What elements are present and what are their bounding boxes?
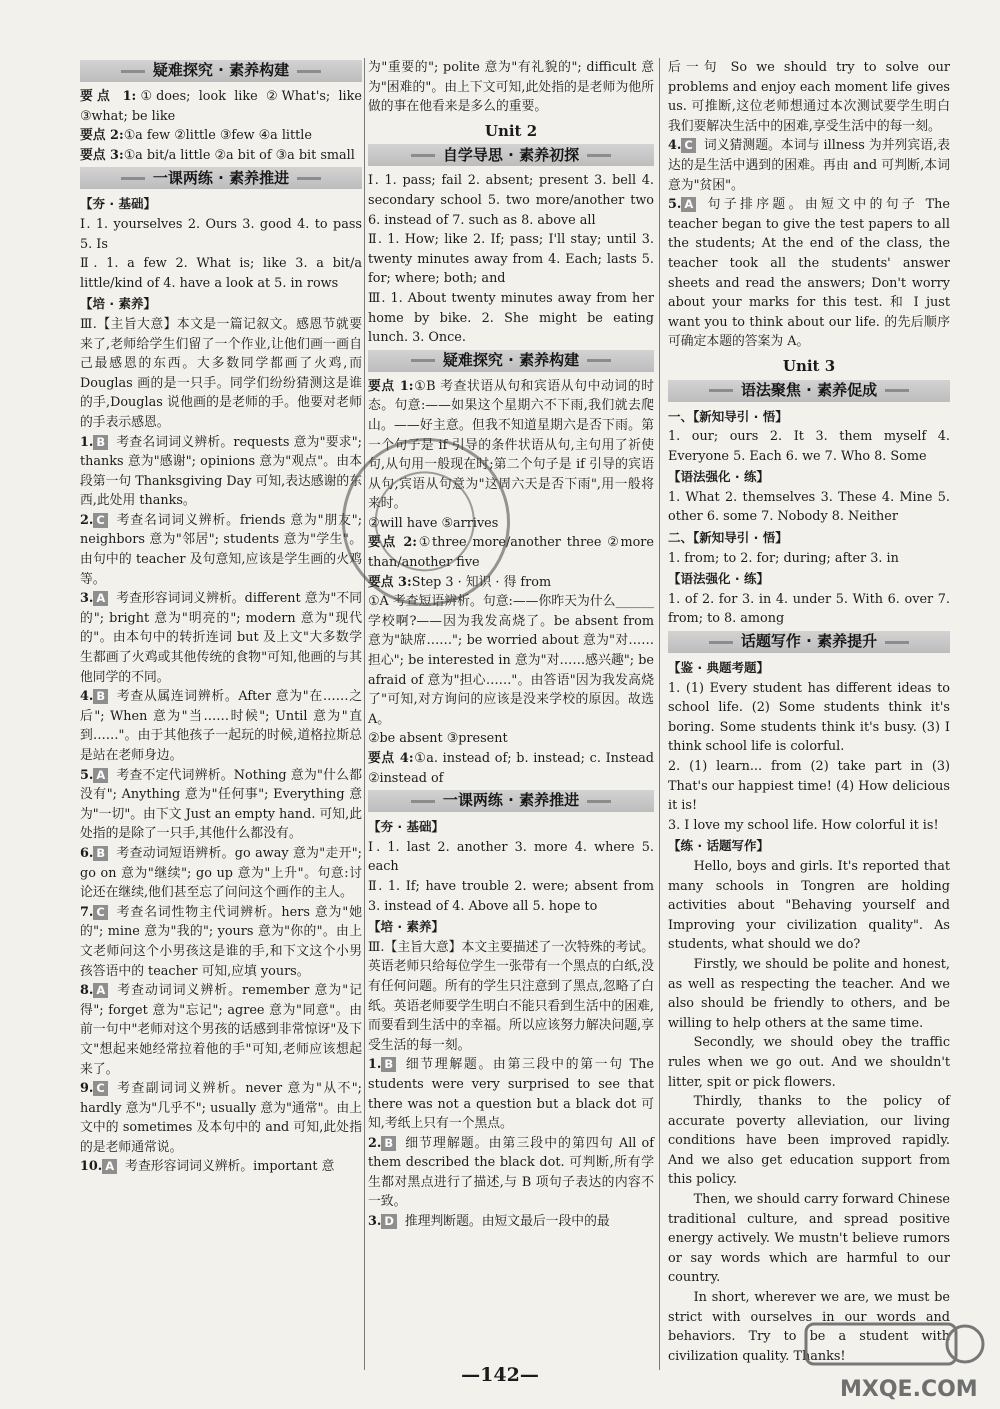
banner-cap — [411, 359, 435, 362]
essay-paragraph — [668, 1190, 950, 1288]
answer-line — [80, 126, 362, 146]
explanation-text: 考查形容词词义辨析。important 意 — [125, 1159, 335, 1175]
answer-item — [668, 195, 950, 352]
answer-badge: C — [93, 513, 107, 528]
subsection-heading: 【语法强化 · 练】 — [668, 469, 769, 485]
section-banner — [80, 167, 362, 189]
answer-line — [368, 592, 654, 729]
subsection-heading: 【练 · 话题写作】 — [668, 838, 769, 854]
watermark-logo — [800, 1318, 990, 1402]
line-text: ①does; look like ②What's; like ③what; be like — [80, 89, 362, 124]
answer-item — [80, 903, 362, 981]
subsection-heading: 【夯 · 基础】 — [368, 819, 444, 835]
point-label: 要点 1: — [368, 378, 414, 394]
answer-badge: B — [93, 689, 108, 704]
banner-cap — [297, 177, 321, 180]
answer-item — [80, 433, 362, 511]
column-middle — [368, 58, 654, 1232]
line-text: 1. of 2. for 3. in 4. under 5. With 6. over 7. from; to 8. among — [668, 591, 950, 627]
point-label: 要点 2: — [368, 535, 417, 551]
explanation-text: 考查副词词义辨析。never 意为"从不"; hardly 意为"几乎不"; usually 意为"通常"。由上文中的 sometimes 及本句中的 and 可知,此处指的是老师通常说。 — [80, 1081, 362, 1155]
banner-cap — [587, 154, 611, 157]
section-banner — [368, 350, 654, 372]
answer-line — [368, 171, 654, 230]
watermark-text: MXQE.COM — [840, 1377, 978, 1402]
answer-badge: B — [93, 846, 108, 861]
column-divider — [659, 58, 660, 1370]
answer-item — [80, 511, 362, 589]
answer-item — [80, 981, 362, 1079]
answer-item — [80, 1157, 362, 1177]
banner-cap — [121, 177, 145, 180]
line-text: ②be absent ③present — [368, 731, 508, 747]
subsection-heading: 【培 · 素养】 — [368, 919, 444, 935]
answer-badge: D — [381, 1214, 397, 1229]
explanation-text: 考查不定代词辨析。Nothing 意为"什么都没有"; Anything 意为"任何事"; Everything 意为"一切"。由下文 Just an empty hand. 可知,此处指的是除了一只手,其他什么都没有。 — [80, 767, 362, 842]
item-number: 9. — [80, 1081, 94, 1097]
banner-cap — [587, 359, 611, 362]
subsection-heading: 一、【新知导引 · 悟】 — [668, 408, 788, 424]
essay-paragraph — [668, 1033, 950, 1092]
banner-title: 一课两练 · 素养推进 — [152, 168, 290, 187]
essay-paragraph — [668, 955, 950, 1033]
banner-title: 话题写作 · 素养提升 — [740, 632, 878, 651]
explanation-text: 考查名词性物主代词辨析。hers 意为"她的"; mine 意为"我的"; yours 意为"你的"。由上文老师问这个小男孩这是谁的手,和下文这个小男孩答语中的 teacher 可知,应填 yours。 — [80, 904, 362, 979]
essay-paragraph — [668, 857, 950, 955]
answer-badge: A — [93, 983, 108, 998]
answer-line — [368, 230, 654, 289]
item-number: 5. — [668, 197, 682, 213]
answer-line — [668, 488, 950, 527]
section-banner — [668, 380, 950, 402]
line-text: 为"重要的"; polite 意为"有礼貌的"; difficult 意为"困难的"。由上下文可知,此处指的是老师为他所做的事在他看来是多么的重要。 — [368, 60, 654, 115]
column-divider — [364, 58, 365, 1370]
point-label: 要点 1: — [80, 89, 137, 104]
subsection-heading: 【语法强化 · 练】 — [668, 571, 769, 587]
line-text: Ⅱ. 1. If; have trouble 2. were; absent from 3. instead of 4. Above all 5. hope to — [368, 878, 654, 914]
banner-cap — [885, 641, 909, 644]
item-number: 4. — [80, 689, 94, 705]
item-number: 10. — [80, 1159, 103, 1175]
line-text: Thirdly, thanks to the policy of accurate poverty alleviation, our living conditions have been improved rapidly. And we also get education support from this policy. — [668, 1094, 950, 1188]
line-text: Hello, boys and girls. It's reported that many schools in Tongren are holding activities about "Behaving yourself and Improving your civilization quality". As students, what should we do? — [668, 858, 950, 953]
explanation-text: 词义猜测题。本词与 illness 为并列宾语,表达的是生活中遇到的困难。再由 and 可判断,本词意为"贫困"。 — [668, 138, 950, 193]
item-number: 1. — [368, 1057, 382, 1073]
banner-cap — [587, 800, 611, 803]
line-text: Secondly, we should obey the traffic rules when we go out. And we shouldn't litter, spit or pick flowers. — [668, 1035, 950, 1090]
line-text: ①three more/another three ②more than/another five — [368, 535, 654, 571]
point-label: 要点 3: — [368, 574, 412, 590]
banner-cap — [709, 389, 733, 392]
banner-title: 疑难探究 · 素养构建 — [152, 61, 290, 80]
answer-line — [368, 729, 654, 749]
item-number: 1. — [80, 434, 94, 450]
line-text: Step 3 · 知识 · 得 from — [411, 574, 552, 590]
answer-item — [368, 1134, 654, 1212]
answer-badge: C — [681, 138, 695, 153]
subsection-heading: 【夯 · 基础】 — [80, 196, 156, 212]
line-text: 1. from; to 2. for; during; after 3. in — [668, 550, 899, 566]
banner-cap — [297, 70, 321, 73]
answer-item — [80, 589, 362, 687]
answer-line — [668, 549, 950, 569]
unit-heading: Unit 2 — [484, 121, 538, 140]
banner-cap — [709, 641, 733, 644]
banner-title: 自学导思 · 素养初探 — [442, 145, 580, 164]
explanation-text: 细节理解题。由第三段中的第一句 The students were very surprised to see that there was not a question but a black dot 可知,考纸上只有一个黑点。 — [368, 1057, 654, 1132]
point-label: 要点 4: — [368, 751, 414, 766]
point-label: 要点 3: — [80, 147, 124, 163]
banner-cap — [885, 389, 909, 392]
line-text: 1. our; ours 2. It 3. them myself 4. Everyone 5. Each 6. we 7. Who 8. Some — [668, 429, 950, 464]
answer-line — [368, 938, 654, 1056]
explanation-text: 考查形容词词义辨析。different 意为"不同的"; bright 意为"明亮的"; modern 意为"现代的"。由本句中的转折连词 but 及上文"大多数学生都画了火鸡或其他传统的食物"可知,他画的与其他同学的不同。 — [80, 591, 362, 685]
answer-line — [368, 289, 654, 348]
line-text: In short, wherever we are, we must be strict with ourselves in our words and behaviors. Try to be a student with civilization quality. Thanks! — [668, 1290, 950, 1364]
subsection-heading: 二、【新知导引 · 悟】 — [668, 530, 788, 546]
banner-title: 疑难探究 · 素养构建 — [442, 350, 580, 369]
answer-line — [368, 838, 654, 877]
essay-paragraph — [668, 1092, 950, 1190]
line-text: 2. (1) learn... from (2) take part in (3) That's our happiest time! (4) How delicious it is! — [668, 759, 950, 814]
answer-line — [80, 254, 362, 293]
answer-item — [368, 1212, 654, 1232]
answer-item — [80, 1079, 362, 1157]
answer-line — [668, 58, 950, 136]
banner-title: 语法聚焦 · 素养促成 — [740, 380, 878, 399]
point-label: 要点 2: — [80, 128, 124, 144]
line-text: ②will have ⑤arrives — [368, 515, 499, 531]
item-number: 6. — [80, 845, 94, 861]
explanation-text: 细节理解题。由第三段中的第四句 All of them described the black dot. 可判断,所有学生都对黑点进行了描述,与 B 项句子表达的内容不一致。 — [368, 1135, 654, 1210]
section-banner — [368, 790, 654, 812]
column-right — [668, 58, 950, 1366]
answer-badge: C — [93, 1081, 107, 1096]
answer-line — [668, 679, 950, 757]
banner-cap — [121, 70, 145, 73]
subsection-heading: 【鉴 · 典题考题】 — [668, 660, 769, 676]
answer-line — [368, 58, 654, 117]
banner-cap — [411, 154, 435, 157]
answer-line — [80, 215, 362, 254]
answer-badge: A — [93, 768, 108, 783]
line-text: 后一句 So we should try to solve our problems and enjoy each moment life gives us. 可推断,这位老师想通过本次测试要学生明白我们要解决生活中的困难,享受生活中的每一刻。 — [668, 60, 950, 134]
answer-line — [668, 816, 950, 836]
line-text: Ⅰ. 1. pass; fail 2. absent; present 3. bell 4. secondary school 5. two more/another two 6. instead of 7. such as 8. above all — [368, 173, 654, 228]
item-number: 3. — [80, 591, 94, 607]
explanation-text: 考查动词词义辨析。remember 意为"记得"; forget 意为"忘记"; agree 意为"同意"。由前一句中"老师对这个男孩的话感到非常惊讶"及下文"想起来她经常拉着他的手"可知,老师应该想起来了。 — [80, 983, 362, 1077]
explanation-text: 考查动词短语辨析。go away 意为"走开"; go on 意为"继续"; go up 意为"上升"。句意:讨论还在继续,他们甚至忘了问问这个画作的主人。 — [80, 845, 362, 901]
answer-line — [668, 427, 950, 466]
answer-badge: A — [93, 591, 108, 606]
section-banner — [80, 60, 362, 82]
answer-badge: B — [381, 1136, 396, 1151]
answer-line — [80, 87, 362, 126]
line-text: ①B 考查状语从句和宾语从句中动词的时态。句意:——如果这个星期六不下雨,我们就去爬山。——好主意。但我不知道星期六是否下雨。第一个句子是 if 引导的条件状语从句,主句用了祈使句,从句用一般现在时;第二个句子是 if 引导的宾语从句,宾语从句意为"这周六天是否下雨",用一般将来时。 — [368, 378, 654, 512]
explanation-text: 推理判断题。由短文最后一段中的最 — [404, 1214, 610, 1230]
answer-line — [668, 757, 950, 816]
answer-badge: C — [93, 905, 107, 920]
line-text: 1. (1) Every student has different ideas to school life. (2) Some students think it's boring. Some students think it's busy. (3) I think school life is colorful. — [668, 680, 950, 755]
line-text: Ⅲ.【主旨大意】本文主要描述了一次特殊的考试。英语老师只给每位学生一张带有一个黑点的白纸,没有任何问题。所有的学生只注意到了黑点,忽略了白纸。英语老师要学生明白不能只看到生活中的困难,而要看到生活中的幸福。所以应该努力解决问题,享受生活的每一刻。 — [368, 939, 654, 1053]
answer-line — [80, 315, 362, 433]
answer-badge: A — [102, 1159, 117, 1174]
line-text: ①a few ②little ③few ④a little — [123, 128, 312, 144]
section-banner — [368, 144, 654, 166]
item-number: 4. — [668, 138, 682, 154]
line-text: ①A 考查短语辨析。句意:——你昨天为什么______学校啊?——因为我发高烧了。be absent from 意为"缺席……"; be worried about 意为"对……担心"; be interested in 意为"对……感兴趣"; be afraid of 意为"担心……"。由答语"因为我发高烧了"可知,对方询问的应该是没来学校的原因。故选 A。 — [368, 594, 654, 727]
subsection-heading: 【培 · 素养】 — [80, 296, 156, 312]
answer-badge: B — [93, 435, 108, 450]
answer-item — [668, 136, 950, 195]
answer-item — [80, 766, 362, 844]
line-text: Ⅰ. 1. yourselves 2. Ours 3. good 4. to pass 5. Is — [80, 216, 362, 252]
banner-cap — [411, 800, 435, 803]
answer-item — [80, 687, 362, 765]
explanation-text: 句子排序题。由短文中的句子 The teacher began to give the test papers to all the students; At the end of the class, the teacher took all the students' answer sheets and read the answers; Don't worry about your marks for this test. 和 I just want you to think about our life. 的先后顺序可确定本题的答案为 A。 — [668, 197, 950, 350]
explanation-text: 考查名词词义辨析。friends 意为"朋友"; neighbors 意为"邻居"; students 意为"学生"。由句中的 teacher 及句意知,应该是学生画的火鸡等。 — [80, 512, 362, 587]
line-text: Ⅲ.【主旨大意】本文是一篇记叙文。感恩节就要来了,老师给学生们留了一个作业,让他们画一画自己最感恩的东西。大多数同学都画了火鸡,而 Douglas 画的是一只手。同学们纷纷猜测这是谁的手,Douglas 说他画的是老师的手。他要对老师的手表示感恩。 — [80, 316, 362, 430]
item-number: 7. — [80, 904, 94, 920]
explanation-text: 考查从属连词辨析。After 意为"在……之后"; When 意为"当……时候"; Until 意为"直到……"。由于其他孩子一起玩的时候,道格拉斯总是站在老师身边。 — [80, 689, 362, 763]
explanation-text: 考查名词词义辨析。requests 意为"要求"; thanks 意为"感谢"; opinions 意为"观点"。由本段第一句 Thanksgiving Day 可知,表达感谢的东西,此处用 thanks。 — [80, 434, 362, 509]
section-banner — [668, 631, 950, 653]
item-number: 3. — [368, 1214, 382, 1230]
line-text: ①a. instead of; b. instead; c. Instead ②instead of — [368, 751, 654, 786]
line-text: Ⅱ. 1. a few 2. What is; like 3. a bit/a little/kind of 4. have a look at 5. in rows — [80, 256, 362, 291]
page-number: —142— — [461, 1364, 539, 1386]
answer-line — [668, 590, 950, 629]
line-text: Then, we should carry forward Chinese traditional culture, and spread positive energy actively. We mustn't believe rumors or say words which are harmful to our country. — [668, 1192, 950, 1286]
line-text: Ⅲ. 1. About twenty minutes away from her home by bike. 2. She might be eating lunch. 3. Once. — [368, 290, 654, 346]
line-text: Firstly, we should be polite and honest, as well as respecting the teacher. And we also should be friendly to others, and be willing to help others at the same time. — [668, 956, 950, 1031]
answer-item — [368, 1055, 654, 1133]
answer-badge: A — [681, 197, 696, 212]
item-number: 2. — [368, 1135, 382, 1151]
answer-line — [368, 749, 654, 788]
column-left — [80, 58, 362, 1177]
item-number: 5. — [80, 767, 94, 783]
banner-title: 一课两练 · 素养推进 — [442, 791, 580, 810]
item-number: 8. — [80, 983, 94, 999]
line-text: Ⅰ. 1. last 2. another 3. more 4. where 5. each — [368, 839, 654, 875]
item-number: 2. — [80, 512, 94, 528]
line-text: 1. What 2. themselves 3. These 4. Mine 5. other 6. some 7. Nobody 8. Neither — [668, 489, 950, 525]
answer-line — [368, 877, 654, 916]
line-text: ①a bit/a little ②a bit of ③a bit small — [123, 147, 355, 163]
unit-heading: Unit 3 — [782, 356, 836, 375]
line-text: Ⅱ. 1. How; like 2. If; pass; I'll stay; until 3. twenty minutes away from 4. Each; lasts 5. for; where; both; and — [368, 232, 654, 287]
line-text: 3. I love my school life. How colorful it is! — [668, 817, 939, 833]
answer-item — [80, 844, 362, 903]
answer-badge: B — [381, 1057, 396, 1072]
answer-line — [80, 146, 362, 166]
